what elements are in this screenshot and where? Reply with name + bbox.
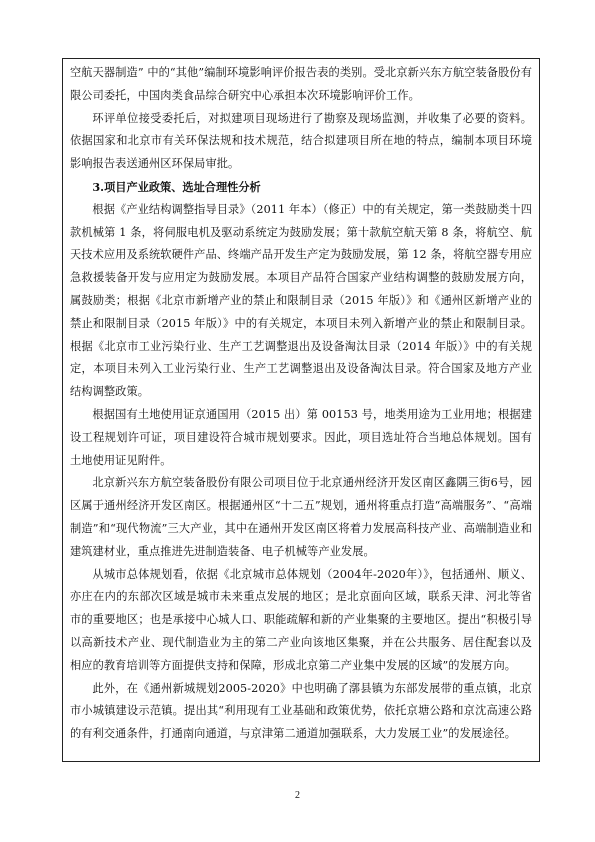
paragraph-intro: 空航天器制造” 中的“其他”编制环境影响评价报告表的类别。受北京新兴东方航空装备股份有限公司委托，中国肉类食品综合研究中心承担本次环境影响评价工作。 bbox=[70, 66, 532, 102]
paragraph-land-use: 根据国有土地使用证京通国用（2015 出）第 00153 号，地类用途为工业用地；根据建设工程规划许可证，项目建设符合城市规划要求。因此，项目选址符合当地总体规划。国有土地使用证见附件。 bbox=[70, 407, 532, 467]
page-number: 2 bbox=[295, 790, 300, 801]
paragraph-new-town-plan: 此外，在《通州新城规划2005-2020》中也明确了漷县镇为东部发展带的重点镇，北京市小城镇建设示范镇。提出其“利用现有工业基础和政策优势，依托京塘公路和京沈高速公路的有利交通条件，打通南向通道，与京津第二通道加强联系，大力发展工业”的发展途径。 bbox=[70, 681, 532, 741]
paragraph-site-location: 北京新兴东方航空装备股份有限公司项目位于北京通州经济开发区南区鑫隅三街6号，园区属于通州经济开发区南区。根据通州区“十二五”规划，通州将重点打造“高端服务”、“高端制造”和“现代物流”三大产业，其中在通州开发区南区将着力发展高科技产业、高端制造业和建筑建材业，重点推进先进制造装备、电子机械等产业发展。 bbox=[70, 476, 532, 558]
section-heading: 3.项目产业政策、选址合理性分析 bbox=[92, 179, 261, 194]
paragraph-industry-policy: 根据《产业结构调整指导目录》（2011 年本）（修正）中的有关规定，第一类鼓励类十四款机械第 1 条，将伺服电机及驱动系统定为鼓励发展；第十款航空航天第 8 条，将航空、航天技术应用及系统软硬件产品、终端产品开发生产定为鼓励发展，第 12 条，将航空器专用应急救援装备开发与应用定为鼓励发展。本项目产品符合国家产业结构调整的鼓励发展方向，属鼓励类；根据《北京市新增产业的禁止和限制目录（2015 年版）》和《通州区新增产业的禁止和限制目录（2015 年版）》中的有关规定，本项目未列入新增产业的禁止和限制目录。根据《北京市工业污染行业、生产工艺调整退出及设备淘汰目录（2014 年版）》中的有关规定，本项目未列入工业污染行业、生产工艺调整退出及设备淘汰目录。符合国家及地方产业结构调整政策。 bbox=[70, 202, 532, 399]
paragraph-eia-process: 环评单位接受委托后，对拟建项目现场进行了勘察及现场监测，并收集了必要的资料。依据国家和北京市有关环保法规和技术规范，结合拟建项目所在地的特点，编制本项目环境影响报告表送通州区环保局审批。 bbox=[70, 111, 532, 171]
paragraph-city-plan: 从城市总体规划看，依据《北京城市总体规划（2004年-2020年）》，包括通州、顺义、亦庄在内的东部次区域是城市未来重点发展的地区；是北京面向区域，联系天津、河北等省市的重要地区；也是承接中心城人口、职能疏解和新的产业集聚的主要地区。提出“积极引导以高新技术产业、现代制造业为主的第二产业向该地区集聚，并在公共服务、居住配套以及相应的教育培训等方面提供支持和保障，形成北京第二产业集中发展的区域”的发展方向。 bbox=[70, 567, 532, 672]
document-body bbox=[70, 62, 532, 746]
